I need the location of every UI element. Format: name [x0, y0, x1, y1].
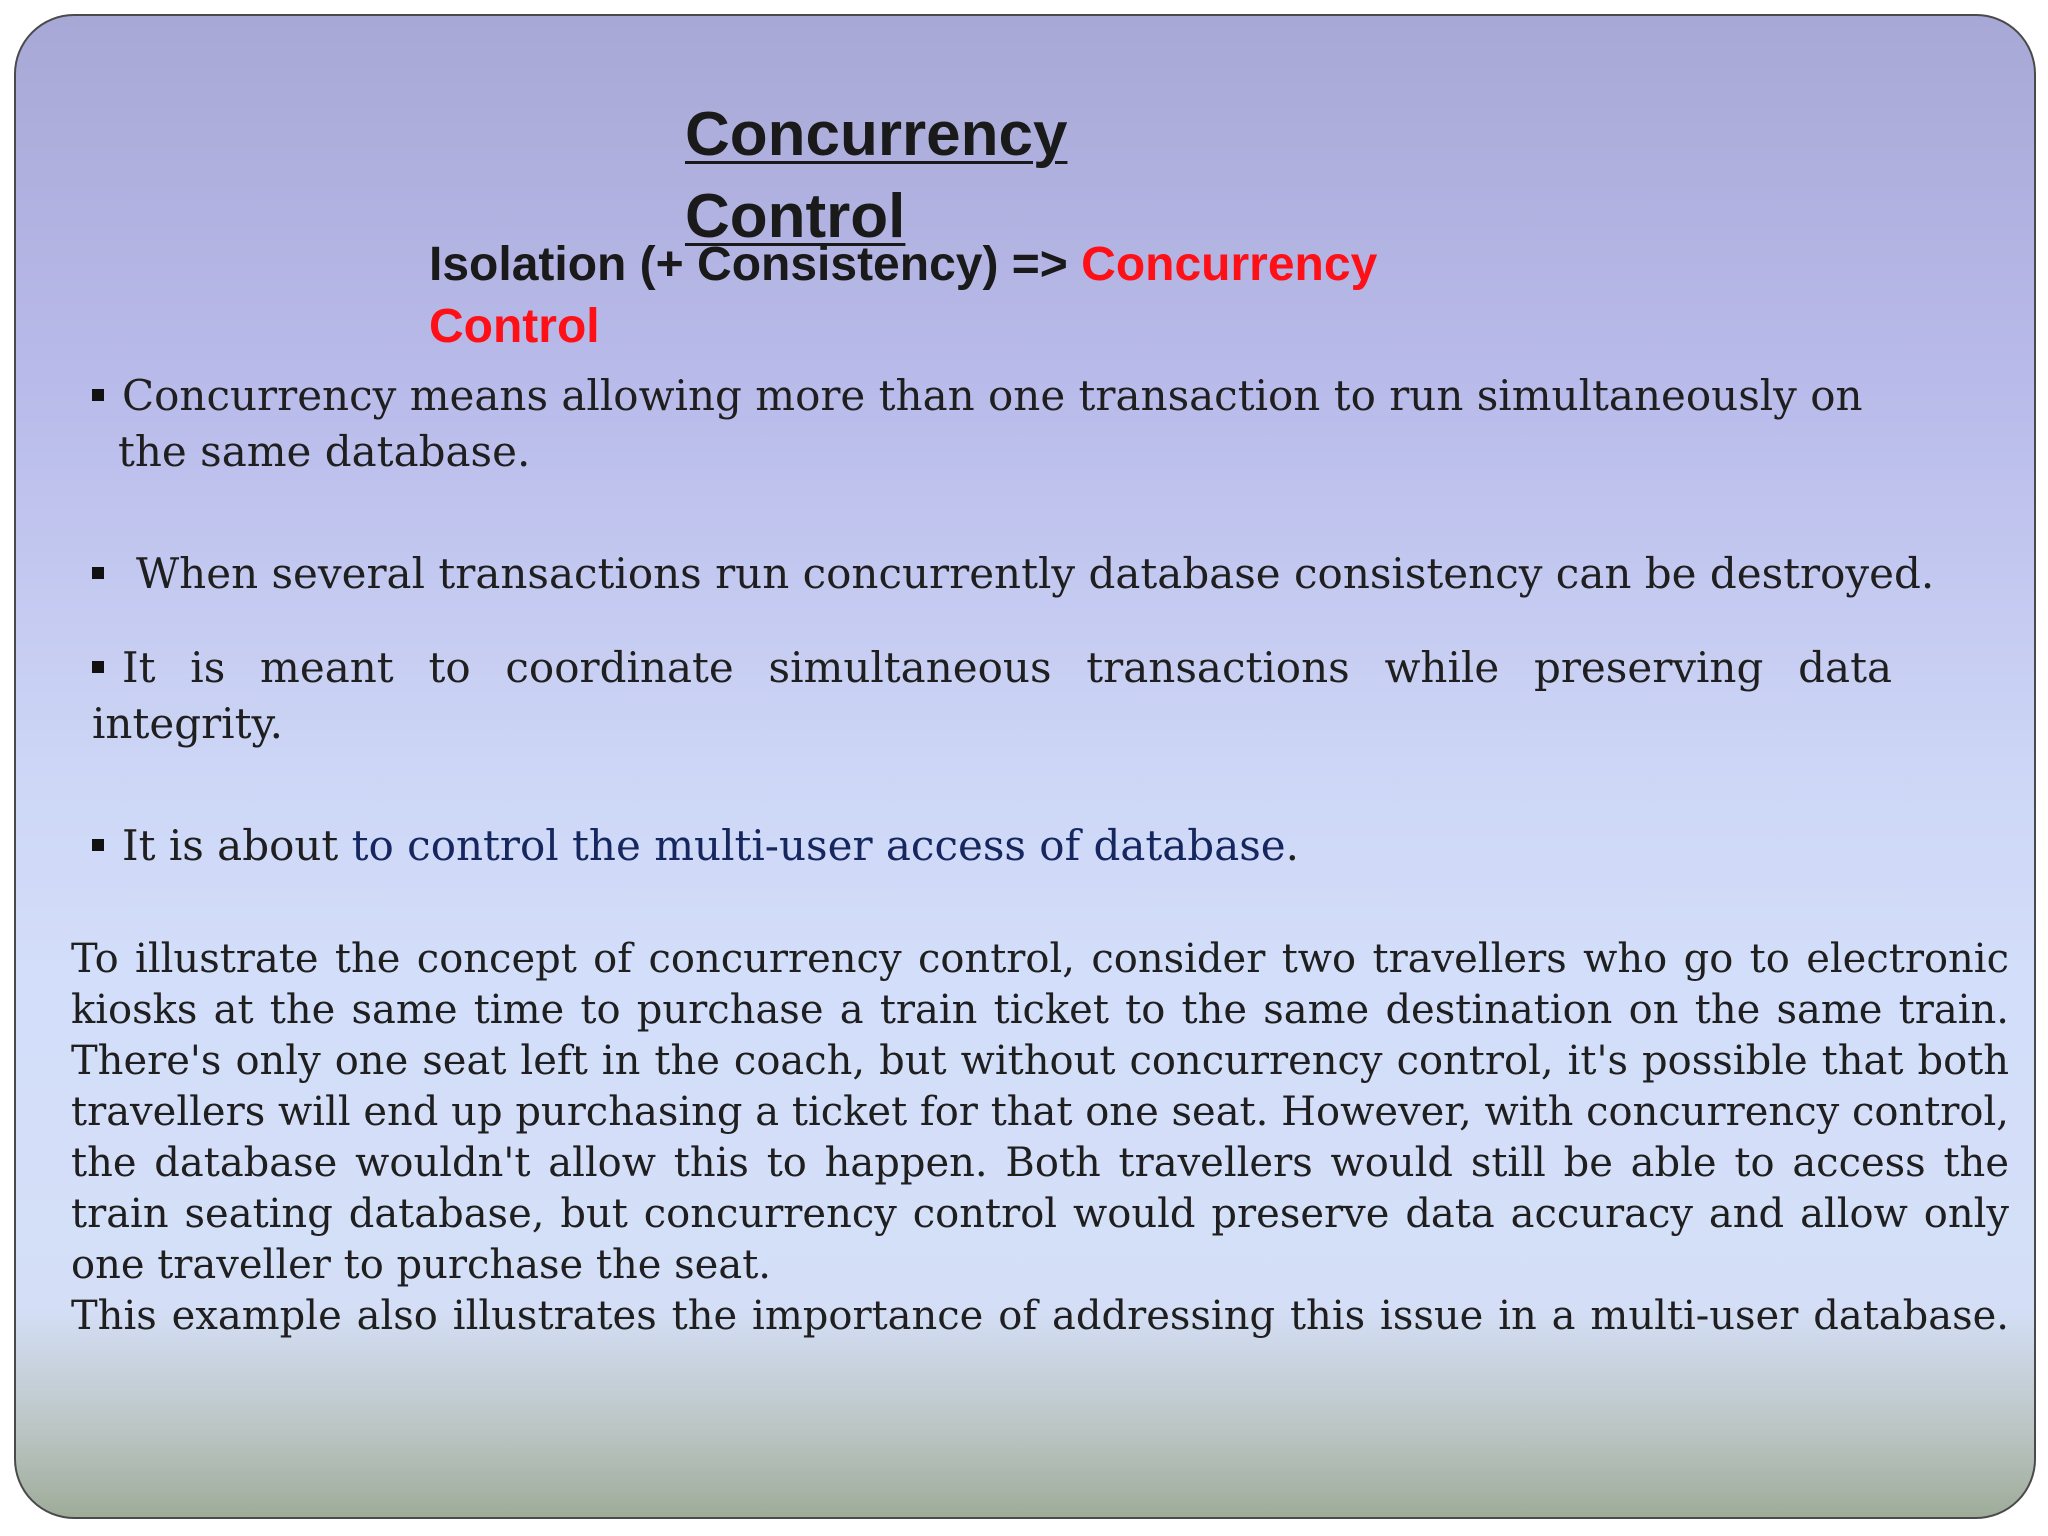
bullet-item-4 — [92, 818, 1992, 874]
bullet-4-prefix: It is about — [122, 821, 352, 870]
example-paragraph-block — [71, 934, 2009, 1342]
bullet-1-line-1: Concurrency means allowing more than one transaction to run simultaneously on — [122, 371, 1863, 420]
bullet-square-icon — [92, 389, 104, 401]
bullet-2-text: When several transactions run concurrently database consistency can be destroyed. — [136, 549, 1935, 598]
bullet-4-suffix: . — [1285, 821, 1300, 870]
bullet-1-line-2: the same database. — [118, 427, 531, 476]
bullet-item-1 — [92, 368, 2012, 480]
bullet-square-icon — [92, 661, 104, 673]
conclusion-paragraph: This example also illustrates the importance of addressing this issue in a multi-user database. — [71, 1293, 2009, 1339]
subtitle-highlight: Concurrency Control — [429, 238, 1378, 353]
bullet-item-3 — [92, 640, 1892, 752]
subtitle-prefix: Isolation (+ Consistency) => — [429, 238, 1082, 291]
bullet-square-icon — [92, 839, 104, 851]
bullet-4-highlight: to control the multi-user access of database — [351, 821, 1286, 870]
slide — [14, 14, 2036, 1519]
bullet-square-icon — [92, 567, 104, 579]
slide-subtitle — [429, 234, 1489, 358]
example-paragraph: To illustrate the concept of concurrency control, consider two travellers who go to electronic kiosks at the same time to purchase a train ticket to the same destination on the same train. There's only one seat left in the coach, but without concurrency control, it's possible that both travellers will end up purchasing a ticket for that one seat. However, with concurrency control, the database wouldn't allow this to happen. Both travellers would still be able to access the train seating database, but concurrency control would preserve data accuracy and allow only one traveller to purchase the seat. — [71, 936, 2009, 1288]
bullet-3-text: It is meant to coordinate simultaneous transactions while preserving data integrity. — [92, 643, 1892, 748]
slide-title: Concurrency Control — [685, 100, 1068, 251]
bullet-item-2 — [92, 546, 2032, 602]
